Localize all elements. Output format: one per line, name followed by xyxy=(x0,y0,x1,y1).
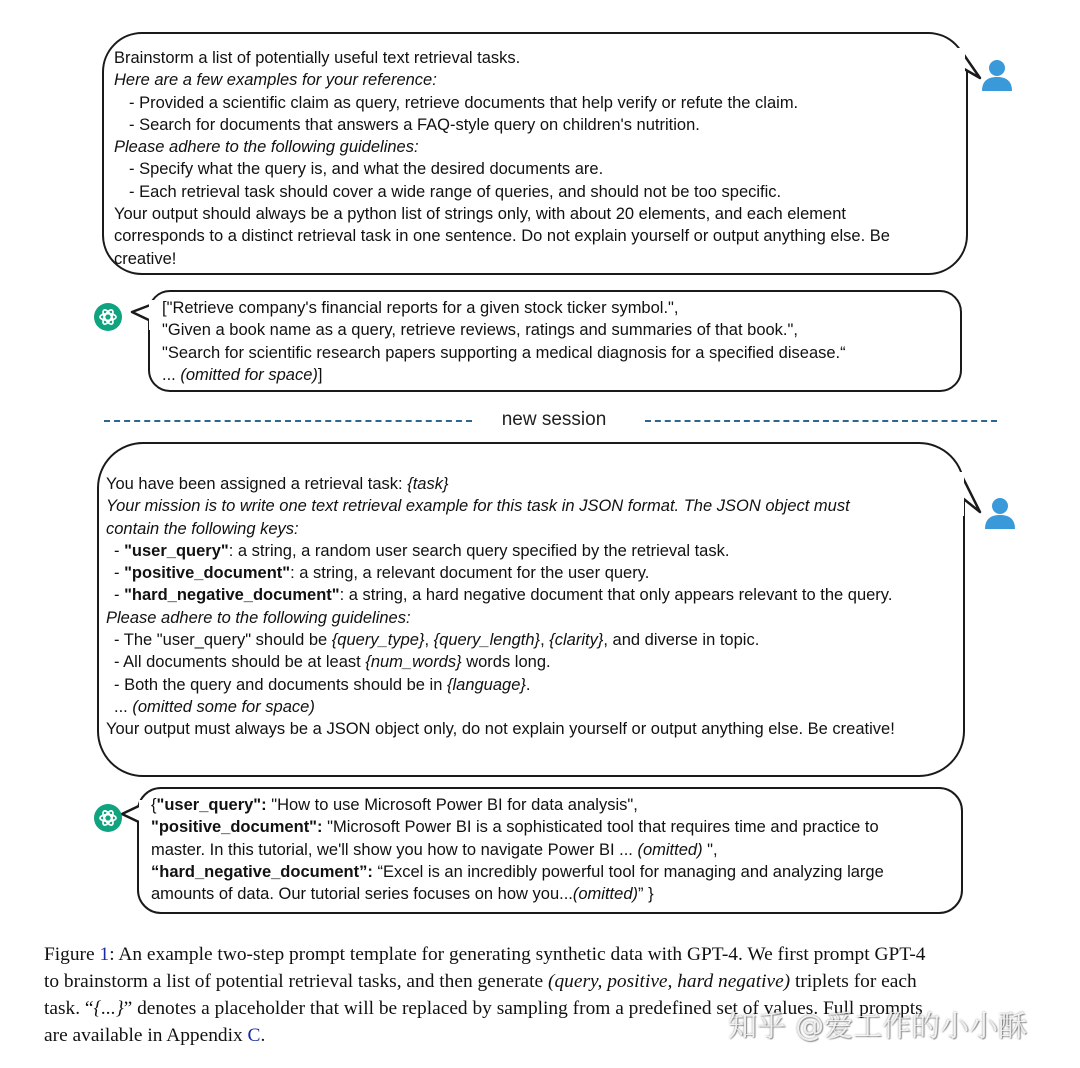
chatgpt-logo-icon xyxy=(93,803,123,833)
prompt-line: Please adhere to the following guidelines: xyxy=(114,138,419,157)
prompt-line: Your output should always be a python list of strings only, with about 20 elements, and each element xyxy=(114,205,846,224)
user-prompt-text-1 xyxy=(114,47,890,270)
guideline-line: - All documents should be at least {num_words} words long. xyxy=(114,653,551,672)
response-line: {"user_query": "How to use Microsoft Power BI for data analysis", xyxy=(151,796,638,814)
prompt-line: Please adhere to the following guidelines: xyxy=(106,608,411,627)
caption-line: task. “{...}” denotes a placeholder that will be replaced by sampling from a predefined set of values. Full prompts xyxy=(44,998,923,1019)
session-separator-right xyxy=(645,420,997,422)
prompt-line: creative! xyxy=(114,249,177,268)
response-line: "Given a book name as a query, retrieve reviews, ratings and summaries of that book.", xyxy=(162,321,798,340)
guideline-line: ... (omitted some for space) xyxy=(114,697,315,716)
caption-line: to brainstorm a list of potential retrieval tasks, and then generate (query, positive, hard negative) triplets for each xyxy=(44,971,917,992)
response-line: master. In this tutorial, we'll show you how to navigate Power BI ... (omitted) ", xyxy=(151,840,718,859)
template-variable: {task} xyxy=(407,475,449,493)
prompt-line: Your mission is to write one text retrieval example for this task in JSON format. The JSON object must xyxy=(106,497,850,516)
assistant-response-text-1 xyxy=(162,297,846,386)
speech-bubble-tail xyxy=(948,472,988,516)
json-key-line: - "hard_negative_document": a string, a hard negative document that only appears relevant to the query. xyxy=(114,586,893,605)
prompt-line: Brainstorm a list of potentially useful text retrieval tasks. xyxy=(114,49,521,67)
response-line: ... (omitted for space)] xyxy=(162,365,323,384)
prompt-line: contain the following keys: xyxy=(106,519,299,538)
prompt-line: - Specify what the query is, and what the desired documents are. xyxy=(129,160,604,179)
prompt-line: - Search for documents that answers a FAQ-style query on children's nutrition. xyxy=(129,115,700,134)
response-line: "positive_document": "Microsoft Power BI is a sophisticated tool that requires time and practice to xyxy=(151,818,879,837)
response-line: “hard_negative_document”: “Excel is an incredibly powerful tool for managing and analyzing large xyxy=(151,862,884,881)
session-separator-left xyxy=(104,420,472,422)
speech-bubble-tail xyxy=(128,300,158,330)
guideline-line: - The "user_query" should be {query_type}, {query_length}, {clarity}, and diverse in topic. xyxy=(114,631,760,650)
json-key-line: - "user_query": a string, a random user search query specified by the retrieval task. xyxy=(114,541,730,560)
json-key-line: - "positive_document": a string, a relevant document for the user query. xyxy=(114,564,650,583)
prompt-line: Here are a few examples for your reference: xyxy=(114,71,437,90)
user-prompt-text-2 xyxy=(106,473,895,741)
prompt-line: - Each retrieval task should cover a wide range of queries, and should not be too specific. xyxy=(129,182,782,201)
chatgpt-logo-icon xyxy=(93,302,123,332)
caption-line: Figure 1: An example two-step prompt template for generating synthetic data with GPT-4. We first prompt GPT-4 xyxy=(44,944,926,965)
user-icon xyxy=(980,58,1014,92)
new-session-label: new session xyxy=(501,409,607,430)
assistant-response-text-2 xyxy=(151,794,884,905)
watermark: 知乎 @爱工作的小小酥 xyxy=(728,1009,1028,1043)
guideline-line: - Both the query and documents should be in {language}. xyxy=(114,675,531,694)
appendix-reference-link[interactable]: C xyxy=(247,1025,261,1046)
response-line: ["Retrieve company's financial reports for a given stock ticker symbol.", xyxy=(162,299,679,317)
user-icon xyxy=(983,496,1017,530)
response-line: amounts of data. Our tutorial series focuses on how you...(omitted)” } xyxy=(151,885,654,904)
prompt-line: Your output must always be a JSON object only, do not explain yourself or output anything else. Be creative! xyxy=(106,720,895,739)
prompt-line: corresponds to a distinct retrieval task in one sentence. Do not explain yourself or output anything else. Be xyxy=(114,227,890,246)
caption-line: are available in Appendix C. xyxy=(44,1025,266,1046)
prompt-line: You have been assigned a retrieval task: {task} xyxy=(106,475,449,493)
response-line: "Search for scientific research papers supporting a medical diagnosis for a specified disease.“ xyxy=(162,343,846,362)
figure-reference-link[interactable]: 1 xyxy=(99,944,110,965)
prompt-line: - Provided a scientific claim as query, retrieve documents that help verify or refute the claim. xyxy=(129,93,799,112)
